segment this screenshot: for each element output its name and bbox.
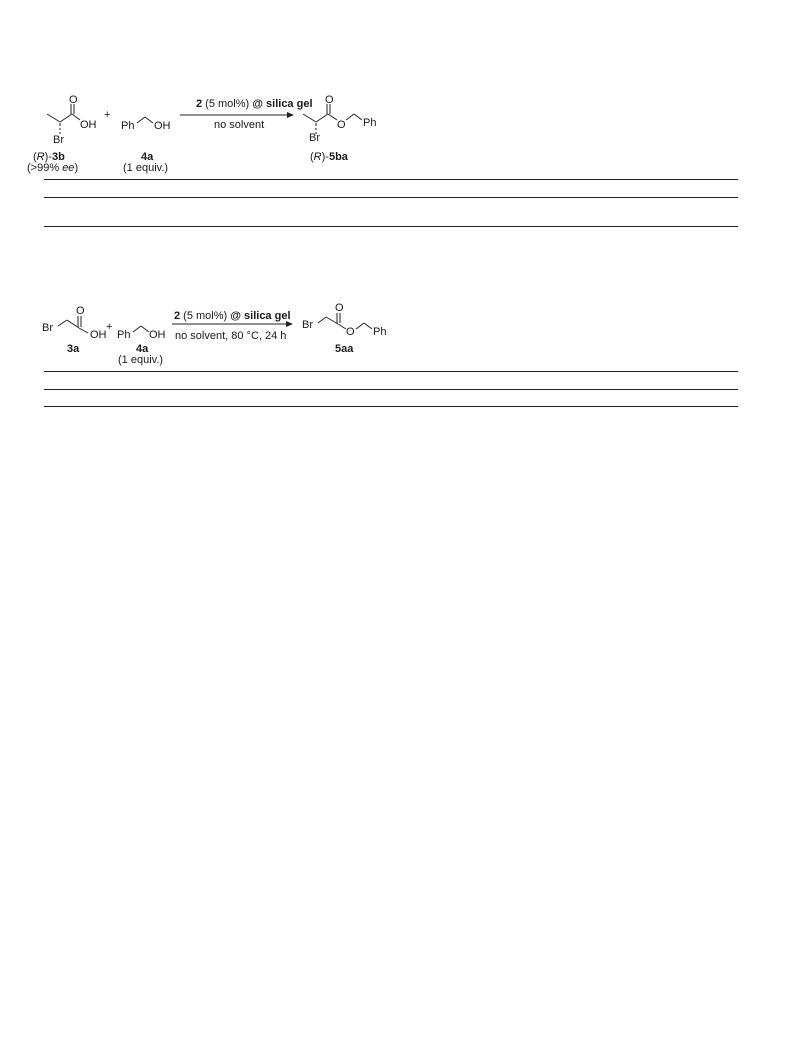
product-5aa-carbonyl-o: O bbox=[335, 302, 344, 314]
alcohol-4a-hydroxyl: OH bbox=[154, 120, 171, 132]
conditions-below-1: no solvent bbox=[214, 119, 265, 131]
alcohol-4a-hydroxyl-2: OH bbox=[149, 329, 166, 341]
conditions-above-2: 2 (5 mol%) @ silica gel bbox=[174, 310, 291, 322]
product-5ba-label: (R)-5ba bbox=[310, 151, 348, 163]
product-5ba-carbonyl-o: O bbox=[325, 94, 334, 106]
alcohol-4a-bonds-2 bbox=[133, 326, 149, 332]
plus-sign-1: + bbox=[104, 109, 111, 121]
acid-3a-carbonyl-o: O bbox=[76, 305, 85, 317]
table-2-top-rule bbox=[44, 371, 738, 372]
table-2-header-rule bbox=[44, 389, 738, 390]
acid-3b-hydroxyl: OH bbox=[80, 119, 97, 131]
product-5ba-bromine: Br bbox=[309, 132, 320, 144]
alcohol-4a-equiv: (1 equiv.) bbox=[123, 162, 169, 174]
alcohol-4a-label: 4a bbox=[141, 151, 154, 163]
product-5aa-phenyl: Ph bbox=[373, 326, 387, 338]
acid-3a-bromine: Br bbox=[42, 322, 53, 334]
acid-3a-bonds bbox=[58, 316, 88, 333]
alcohol-4a-phenyl-2: Ph bbox=[117, 329, 131, 341]
conditions-above-1: 2 (5 mol%) @ silica gel bbox=[196, 98, 313, 110]
table-2-bottom-rule bbox=[44, 406, 738, 407]
alcohol-4a-equiv-2: (1 equiv.) bbox=[118, 354, 164, 366]
alcohol-4a-phenyl: Ph bbox=[121, 120, 135, 132]
plus-sign-2: + bbox=[106, 321, 113, 333]
product-5aa-bonds bbox=[318, 313, 372, 329]
alcohol-4a-label-2: 4a bbox=[136, 343, 149, 355]
product-5aa-label: 5aa bbox=[335, 343, 354, 355]
acid-3b-label: (R)-3b bbox=[33, 151, 65, 163]
product-5ba-phenyl: Ph bbox=[363, 117, 377, 129]
acid-3a-hydroxyl: OH bbox=[90, 329, 107, 341]
scheme-2-drawing bbox=[0, 0, 793, 420]
product-5aa-ester-o: O bbox=[346, 326, 355, 338]
acid-3b-ee: (>99% ee) bbox=[27, 162, 79, 174]
acid-3b-carbonyl-o: O bbox=[69, 94, 78, 106]
acid-3b-bromine: Br bbox=[53, 134, 64, 146]
product-5ba-ester-o: O bbox=[337, 119, 346, 131]
conditions-below-2: no solvent, 80 °C, 24 h bbox=[175, 330, 287, 342]
acid-3a-label: 3a bbox=[67, 343, 80, 355]
product-5aa-bromine: Br bbox=[302, 319, 313, 331]
